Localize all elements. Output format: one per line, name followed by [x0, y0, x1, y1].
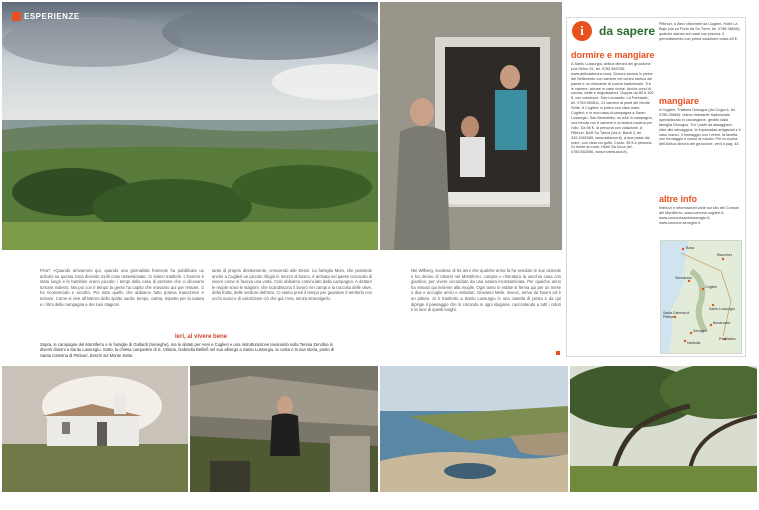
photo-forest-monte-sette [570, 366, 757, 492]
dormire-heading: dormire e mangiare [571, 50, 655, 60]
mangiare-text: A Cuglieri, Trattoria Desogus (via Cugia 6, tel. 0785.39660): ottimo ristorante tradizionale specializzato in cacciagione, gestito dalla famiglia Desogus. Tra i piatti da assaggiare, oltre alle selvaggine, le impanadas artigianali e il casu marzu. Il formaggio con i vermi, la favetta con formaggio e cosce di rosolio. Per la cucina dell'Antica dimora del gruccione, vedi a pag. 44. [659, 108, 741, 147]
photo-landscape-montiferru [2, 2, 378, 250]
area-map [660, 240, 742, 354]
map-label-santu-lussurgiu: Santu Lussurgiu [709, 307, 735, 311]
map-label-bosa: Bosa [686, 246, 695, 250]
altre-info-text: Indirizzi e informazioni varie sul sito dei Comuni del Montiferru: www.comune.cuglieri.it; www.comunesantulussurgiu.it; www.comune.seneghe.it [659, 206, 739, 225]
map-label-paulilatino: Paulilatino [719, 337, 736, 341]
photo-family-window [380, 2, 562, 250]
photo-coast-pittinuri [380, 366, 568, 492]
article-column-3: Nei Wilberg, svedese di 64 anni che qualche anno fa ha venduto le sue aziende e ha deciso di ritirarsi nel Montiferru: compra e ristruttura la vecchia casa con giardino, per vivere circondato da una natura incontaminata. Per qualche anno ha vissuto qui insieme alla moglie. Ogni tanto in estate si ferma qui per un mese o due e accoglie amici e visitatori. Giovanni Mele, invece, arriva da Nuoro ed è un pittore. Si è trasferito a Santu Lussurgiu in una casetta di pietra e da qui dipinge il paesaggio che lo circonda in ogni stagione, raccontando a tutti i colori e la luce di questi luoghi. [411, 268, 561, 313]
dormire-text: A Santu Lussurgiu, Antica dimora del gruccione (via Obino 31, tel. 0783.552035; www.anticadimora.com). Dimora storica in pietra del Settecento con camere nel centro storico del paese e un ristorante di cucina tradizionale. Tra le camere, alcune in case vicine. Anche corsi di cucina, visite e degustazioni. Doppia da 80 a 100 €, con colazione. San Leonardo: La Forestale, tel. 0783.550811, 21 camere ai piedi del Monte Sette. A Cuglieri: in pietra con vista mare, Cuglieri; e in una casa di campagna a Santu Lussurgiu, San Benedetto, un b&b in campagna, una tenuta con 6 camere e un'antica macina per l'olio. Da 56 €, la persona con colazione. A Pittinuri, B&B Sa Tanca (via A. Bardi 3, tel. 349.1582085, www.satanca.it), a due passi dal mare, con vista sul golfo. Costo: 35 € a persona. Di fronte al mare, Hotel Sa Ucca (tel. 0783.552066, www.hotelsucca.it). [571, 62, 654, 155]
mangiare-heading: mangiare [659, 96, 700, 106]
article-column-1: Fino? «Quando arrivammo qui, quando una giornalista francese ha pubblicato un articolo su questa zona dicendo molti cose ossessionate. Ci siamo trasferiti. L'inverno è stato lungo e le bambine erano piccole; i tempi della casa di persone che ci dicevano tornare indietro. Ma poi con il tempo la gente ha capito che eravamo qui per restare, ci ha riconosciuto e accolto. Poi tutto quello che abbiamo fatto poteva trascorrere e tornare. Come si vive all'interno dello spirito sardo: tempo, calma, rispetto per la natura e i ritmi della campagna e dei suoi stagioni. [40, 268, 204, 307]
end-of-article-marker [556, 351, 560, 355]
map-label-seneghe: Seneghe [693, 329, 708, 333]
caption-title: Ieri, al vivere bene [175, 334, 228, 340]
article-column-2: tanto di proprio direttamente, crescendo alle Dessì. La famiglia Moni, che possiede anche a Cuglieri un piccolo rifugio in mezzo al bosco, è arrivata nel paese cercando di vivere come si faceva una volta. Così abbiamo cominciato dalla campagna. A dettare le regole sono le stagioni, che scandiscono il lavoro nei campi e la raccolta delle olive, della frutta, delle verdure dell'orto. Ci siamo presi il tempo per guardare il territorio con occhi nuovi e di valorizzare ciò che già c'era, senza stravolgerlo. [212, 268, 372, 301]
map-label-macomer: Macomer [717, 253, 732, 257]
map-label-cuglieri: Cuglieri [705, 285, 718, 289]
section-tag-label: ESPERIENZE [24, 12, 80, 21]
map-label-sennariolo: Sennariolo [675, 276, 693, 280]
info-icon: i [572, 21, 592, 41]
sidebar-column-2-text: Pittinuri, a dieci chilometri da Cuglieri, Hotel La Baja (via su Porto da Su Turre, tel. 0785.38646); qualche stanza sul mare con piscina. Il pernottamento con prima colazione costa 63 €. [659, 22, 741, 41]
section-tag-square-icon [12, 12, 21, 21]
altre-info-heading: altre info [659, 194, 698, 204]
photo-church-santa-vittoria [2, 366, 188, 492]
photo-woman-stone-wall [190, 366, 378, 492]
map-label-bonarcado: Bonarcado [713, 321, 731, 325]
map-label-santa-caterina: Santa Caterina di Pittinuri [663, 311, 690, 319]
caption-text: Sopra, le campagne del Montiferru e le famiglie di Gallardi (Seneghe), ma le abitati per Aeni e Cuglieri e una ristrutturazione lavorando sulla Teresa Zenobia in diversi domini a Santu Lussurgiu. Sotto, la chiesa campestre di S. Vittoria, Gabriella Bellinfi nel suo albergo a Santu Lussurgiu, la costa e la sua storia, posto di Santa Caterina di Pittinuri, boschi sul Monte Sette. [40, 342, 335, 358]
section-tag [12, 12, 80, 21]
info-sidebar [566, 17, 746, 357]
map-label-narbolia: Narbolia [687, 341, 701, 345]
sidebar-title: da sapere [599, 24, 656, 38]
